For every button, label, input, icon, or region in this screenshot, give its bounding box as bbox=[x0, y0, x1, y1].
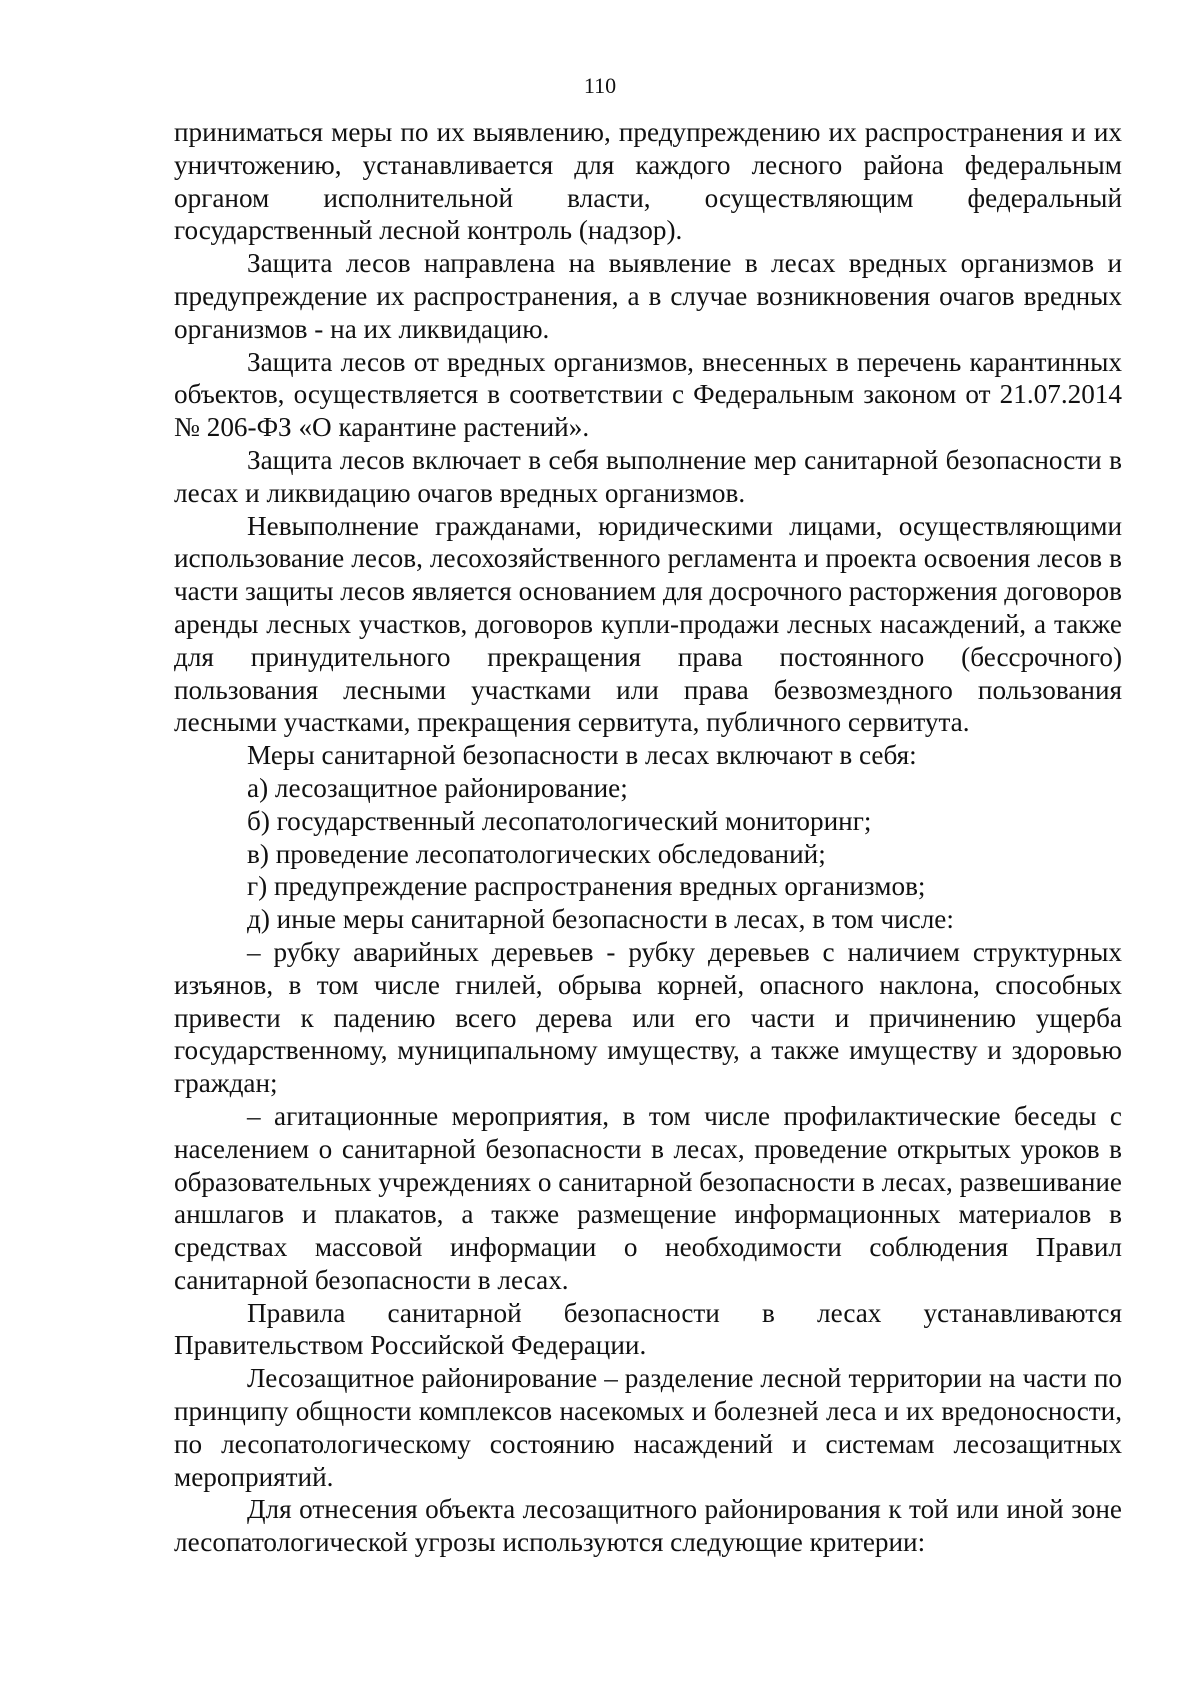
paragraph: Для отнесения объекта лесозащитного районирования к той или иной зоне лесопатологической угрозы используются следующие критерии: bbox=[174, 1494, 1122, 1558]
document-body bbox=[174, 116, 1122, 1559]
page-number: 110 bbox=[583, 73, 617, 98]
list-item: а) лесозащитное районирование; bbox=[247, 772, 628, 803]
paragraph-continuation: приниматься меры по их выявлению, предупреждению их распространения и их уничтожению, устанавливается для каждого лесного района федеральным органом исполнительной власти, осуществляющим федеральный государственный лесной контроль (надзор). bbox=[174, 117, 1122, 246]
dash-item: – рубку аварийных деревьев - рубку деревьев с наличием структурных изъянов, в том числе гнилей, обрыва корней, опасного наклона, способных привести к падению всего дерева или его части и причинению ущерба государственному, муниципальному имуществу, а также имуществу и здоровью граждан; bbox=[174, 936, 1122, 1099]
list-item: б) государственный лесопатологический мониторинг; bbox=[247, 805, 872, 836]
list-item: д) иные меры санитарной безопасности в лесах, в том числе: bbox=[247, 904, 954, 935]
dash-item: – агитационные мероприятия, в том числе профилактические беседы с населением о санитарной безопасности в лесах, проведение открытых уроков в образовательных учреждениях о санитарной безопасности в лесах, развешивание аншлагов и плакатов, а также размещение информационных материалов в средствах массовой информации о необходимости соблюдения Правил санитарной безопасности в лесах. bbox=[174, 1100, 1122, 1295]
paragraph: Невыполнение гражданами, юридическими лицами, осуществляющими использование лесов, лесохозяйственного регламента и проекта освоения лесов в части защиты лесов является основанием для досрочного расторжения договоров аренды лесных участков, договоров купли-продажи лесных насаждений, а также для принудительного прекращения права постоянного (бессрочного) пользования лесными участками или права безвозмездного пользования лесными участками, прекращения сервитута, публичного сервитута. bbox=[174, 510, 1122, 738]
paragraph: Защита лесов направлена на выявление в лесах вредных организмов и предупреждение их распространения, а в случае возникновения очагов вредных организмов - на их ликвидацию. bbox=[174, 248, 1122, 344]
paragraph: Правила санитарной безопасности в лесах устанавливаются Правительством Российской Федерации. bbox=[174, 1297, 1122, 1361]
list-item: в) проведение лесопатологических обследований; bbox=[247, 838, 826, 869]
paragraph: Защита лесов от вредных организмов, внесенных в перечень карантинных объектов, осуществляется в соответствии с Федеральным законом от 21.07.2014 № 206-ФЗ «О карантине растений». bbox=[174, 346, 1122, 443]
paragraph: Лесозащитное районирование – разделение лесной территории на части по принципу общности комплексов насекомых и болезней леса и их вредоносности, по лесопатологическому состоянию насаждений и системам лесозащитных мероприятий. bbox=[174, 1363, 1122, 1492]
list-intro: Меры санитарной безопасности в лесах включают в себя: bbox=[247, 740, 917, 771]
list-item: г) предупреждение распространения вредных организмов; bbox=[247, 871, 926, 902]
paragraph: Защита лесов включает в себя выполнение мер санитарной безопасности в лесах и ликвидацию очагов вредных организмов. bbox=[174, 444, 1122, 508]
